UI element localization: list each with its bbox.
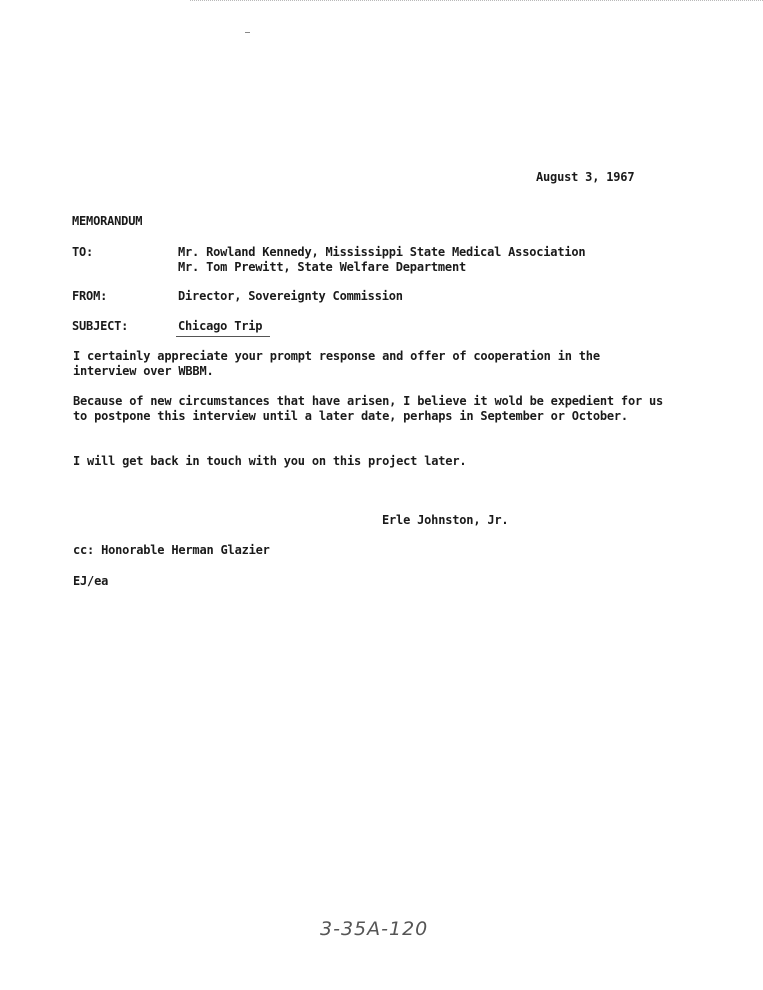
to-recipient-1: Mr. Rowland Kennedy, Mississippi State Medical Association <box>178 245 586 259</box>
cc-line: cc: Honorable Herman Glazier <box>73 543 270 557</box>
from-label: FROM: <box>72 289 108 303</box>
page-edge-dotted-line <box>190 0 763 1</box>
from-value: Director, Sovereignty Commission <box>178 289 403 303</box>
memo-date: August 3, 1967 <box>536 170 635 184</box>
memo-heading: MEMORANDUM <box>72 214 143 228</box>
body-paragraph-1: I certainly appreciate your prompt response and offer of cooperation in the interview over WBBM. <box>73 349 600 378</box>
handwritten-file-number: 3-35A-120 <box>320 918 429 940</box>
body-paragraph-2: Because of new circumstances that have arisen, I believe it wold be expedient for us to postpone this interview until a later date, perhaps in September or October. <box>73 394 664 423</box>
signature-name: Erle Johnston, Jr. <box>382 513 509 527</box>
to-label: TO: <box>72 245 94 259</box>
subject-underline <box>176 336 270 337</box>
scan-speck <box>245 32 250 33</box>
subject-label: SUBJECT: <box>72 319 129 333</box>
typist-initials: EJ/ea <box>73 574 109 588</box>
body-paragraph-3: I will get back in touch with you on this project later. <box>73 454 467 468</box>
subject-value: Chicago Trip <box>178 319 263 333</box>
to-recipient-2: Mr. Tom Prewitt, State Welfare Department <box>178 260 467 274</box>
